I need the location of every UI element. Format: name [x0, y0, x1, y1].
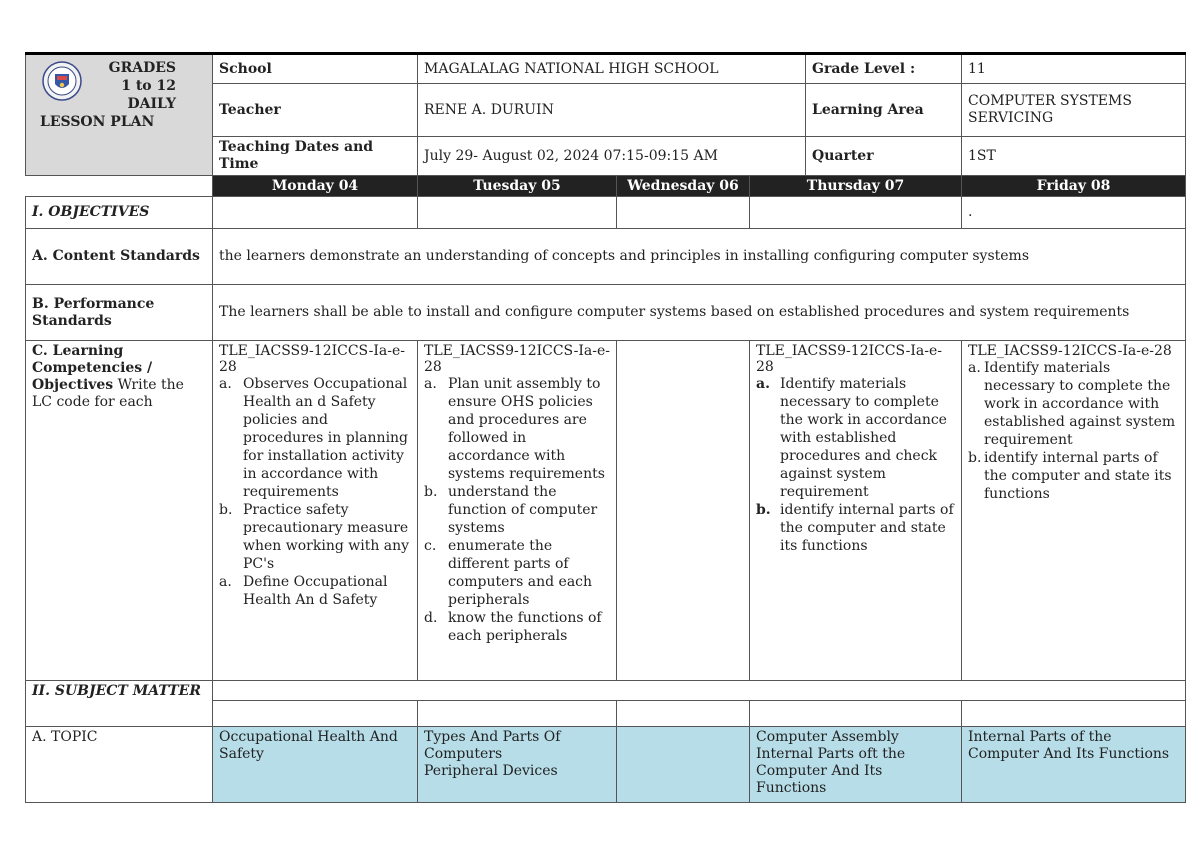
deped-logo-block	[26, 54, 213, 176]
lc-label-note: Write the LC code for each	[32, 377, 184, 410]
lc-wednesday	[617, 341, 750, 681]
list-item: b. identify internal parts of the computer and state its functions	[756, 502, 954, 554]
lc-code: TLE_IACSS9-12ICCS-Ia-e-28	[756, 343, 943, 375]
dates-value: July 29- August 02, 2024 07:15-09:15 AM	[418, 137, 806, 176]
list-item: a. Plan unit assembly to ensure OHS policies and procedures are followed in accordance with systems requirements	[424, 376, 605, 482]
topic-friday: Internal Parts of the Computer And Its Functions	[962, 727, 1186, 803]
list-item: b. identify internal parts of the computer and state its functions	[968, 450, 1172, 502]
day-friday: Friday 08	[962, 176, 1186, 197]
logo-line-3: DAILY	[127, 96, 176, 112]
lc-code: TLE_IACSS9-12ICCS-Ia-e-28	[968, 343, 1172, 359]
objectives-friday: .	[962, 197, 1186, 229]
subject-matter-tuesday	[418, 701, 617, 727]
school-label: School	[213, 54, 418, 84]
lc-thursday	[750, 341, 962, 681]
list-item: b. understand the function of computer systems	[424, 484, 598, 536]
deped-seal-icon	[42, 61, 82, 101]
content-standards-label: A. Content Standards	[26, 229, 213, 285]
day-header-blank	[26, 176, 213, 197]
objectives-tuesday	[418, 197, 617, 229]
dates-label: Teaching Dates and Time	[213, 137, 418, 176]
topic-thursday: Computer Assembly Internal Parts oft the Computer And Its Functions	[750, 727, 962, 803]
objectives-wednesday	[617, 197, 750, 229]
objectives-monday	[213, 197, 418, 229]
subject-matter-wednesday	[617, 701, 750, 727]
logo-line-1: GRADES	[108, 60, 176, 76]
list-item: d. know the functions of each peripherals	[424, 610, 602, 644]
list-item: a. Define Occupational Health An d Safety	[219, 574, 388, 608]
objectives-thursday	[750, 197, 962, 229]
quarter-label: Quarter	[806, 137, 962, 176]
day-tuesday: Tuesday 05	[418, 176, 617, 197]
lc-label: C. Learning Competencies / Objectives	[32, 343, 153, 393]
learning-area-value: COMPUTER SYSTEMS SERVICING	[962, 84, 1186, 137]
subject-matter-monday	[213, 701, 418, 727]
performance-standards-label: B. Performance Standards	[26, 285, 213, 341]
content-standards-text: the learners demonstrate an understanding of concepts and principles in installing configuring computer systems	[213, 229, 1186, 285]
topic-monday: Occupational Health And Safety	[213, 727, 418, 803]
subject-matter-friday	[962, 701, 1186, 727]
teacher-label: Teacher	[213, 84, 418, 137]
list-item: c. enumerate the different parts of computers and each peripherals	[424, 538, 593, 608]
school-value: MAGALALAG NATIONAL HIGH SCHOOL	[418, 54, 806, 84]
logo-line-2: 1 to 12	[121, 78, 176, 94]
topic-tuesday: Types And Parts Of Computers Peripheral Devices	[418, 727, 617, 803]
list-item: b. Practice safety precautionary measure when working with any PC's	[219, 502, 410, 572]
daily-lesson-plan	[25, 52, 1185, 803]
subject-matter-thursday	[750, 701, 962, 727]
lc-tuesday	[418, 341, 617, 681]
topic-label: A. TOPIC	[26, 727, 213, 803]
day-thursday: Thursday 07	[750, 176, 962, 197]
lc-monday	[213, 341, 418, 681]
objectives-label: I. OBJECTIVES	[26, 197, 213, 229]
day-wednesday: Wednesday 06	[617, 176, 750, 197]
lc-code: TLE_IACSS9-12ICCS-Ia-e-28	[424, 343, 611, 375]
logo-line-4: LESSON PLAN	[40, 114, 155, 130]
list-item: a. Identify materials necessary to complete the work in accordance with established against system requirement	[968, 360, 1176, 448]
grade-level-label: Grade Level :	[806, 54, 962, 84]
list-item: a. Observes Occupational Health an d Safety policies and procedures in planning for installation activity in accordance with requirements	[219, 376, 409, 500]
topic-wednesday	[617, 727, 750, 803]
learning-competencies-label	[26, 341, 213, 681]
list-item: a. Identify materials necessary to complete the work in accordance with established procedures and check against system requirement	[756, 376, 947, 500]
subject-matter-label: II. SUBJECT MATTER	[26, 681, 213, 727]
subject-matter-spacer	[213, 681, 1186, 701]
lc-code: TLE_IACSS9-12ICCS-Ia-e-28	[219, 343, 406, 375]
teacher-value: RENE A. DURUIN	[418, 84, 806, 137]
lc-friday	[962, 341, 1186, 681]
day-monday: Monday 04	[213, 176, 418, 197]
learning-area-label: Learning Area	[806, 84, 962, 137]
performance-standards-text: The learners shall be able to install and configure computer systems based on established procedures and system requirements	[213, 285, 1186, 341]
quarter-value: 1ST	[962, 137, 1186, 176]
lesson-plan-table	[25, 52, 1186, 803]
grade-level-value: 11	[962, 54, 1186, 84]
